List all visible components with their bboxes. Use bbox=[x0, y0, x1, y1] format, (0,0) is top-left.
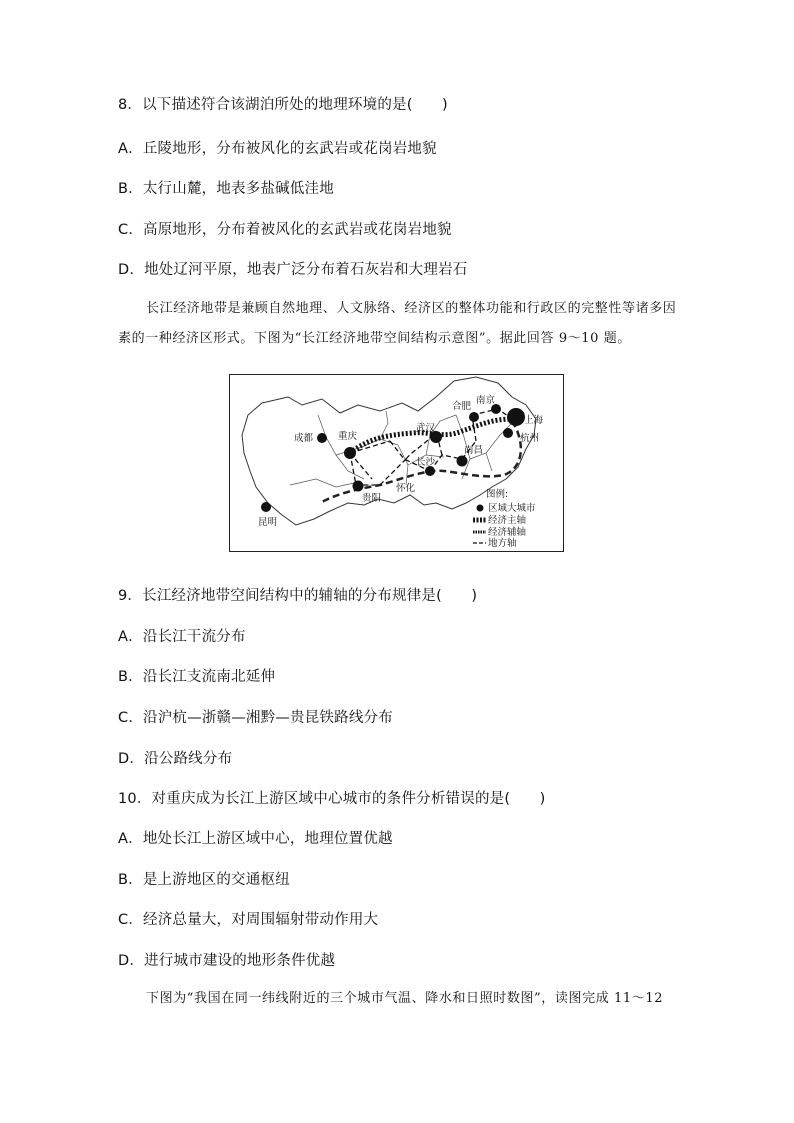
city-label-chongqing: 重庆 bbox=[338, 431, 358, 442]
q8-option-a: A．丘陵地形，分布被风化的玄武岩或花岗岩地貌 bbox=[118, 141, 437, 157]
city-dot-guiyang bbox=[353, 481, 364, 492]
q10-option-a: A．地处长江上游区域中心，地理位置优越 bbox=[118, 831, 393, 847]
legend-local-axis-label: 地方轴 bbox=[488, 538, 517, 549]
q9-option-b: B．沿长江支流南北延伸 bbox=[118, 669, 276, 685]
city-label-hangzhou: 杭州 bbox=[520, 433, 540, 444]
q8-option-c: C．高原地形，分布着被风化的玄武岩或花岗岩地貌 bbox=[118, 222, 452, 238]
legend-main-axis-label: 经济主轴 bbox=[488, 515, 527, 526]
legend-sub-axis-label: 经济辅轴 bbox=[488, 527, 527, 538]
q9-option-c: C．沿沪杭—浙赣—湘黔—贵昆铁路线分布 bbox=[118, 710, 393, 726]
legend-title: 图例: bbox=[486, 489, 509, 500]
city-dot-hangzhou bbox=[503, 428, 513, 438]
city-dot-chengdu bbox=[317, 433, 327, 443]
city-label-guiyang: 贵阳 bbox=[362, 493, 382, 504]
q8-stem: 8．以下描述符合该湖泊所处的地理环境的是( ) bbox=[118, 97, 448, 113]
city-label-shanghai: 上海 bbox=[524, 415, 544, 426]
passage-yangtze: 长江经济地带是兼顾自然地理、人文脉络、经济区的整体功能和行政区的完整性等诸多因素的一种经济区形式。下图为“长江经济地带空间结构示意图”。据此回答 9～10 题。 bbox=[118, 301, 677, 346]
q10-option-d: D．进行城市建设的地形条件优越 bbox=[118, 953, 336, 969]
q10-stem: 10．对重庆成为长江上游区域中心城市的条件分析错误的是( ) bbox=[118, 791, 546, 807]
q8-option-d: D．地处辽河平原，地表广泛分布着石灰岩和大理岩石 bbox=[118, 262, 468, 278]
passage-climate: 下图为“我国在同一纬线附近的三个城市气温、降水和日照时数图”，读图完成 11～12 bbox=[146, 991, 664, 1006]
city-label-chengdu: 成都 bbox=[294, 433, 314, 444]
legend-city-label: 区域大城市 bbox=[488, 503, 536, 514]
city-dot-kunming bbox=[261, 502, 271, 512]
city-label-huaihua: 怀化 bbox=[396, 483, 416, 494]
city-dot-shanghai bbox=[507, 408, 525, 426]
city-label-nanjing: 南京 bbox=[476, 395, 496, 406]
q10-option-b: B．是上游地区的交通枢纽 bbox=[118, 872, 290, 888]
q8-option-b: B．太行山麓，地表多盐碱低洼地 bbox=[118, 181, 334, 197]
city-label-changsha: 长沙 bbox=[416, 457, 436, 468]
city-dot-nanchang bbox=[457, 456, 468, 467]
city-label-hefei: 合肥 bbox=[452, 401, 472, 412]
q10-option-c: C．经济总量大，对周围辐射带动作用大 bbox=[118, 912, 379, 928]
city-label-kunming: 昆明 bbox=[258, 517, 278, 528]
q9-option-a: A．沿长江干流分布 bbox=[118, 629, 246, 645]
q9-stem: 9．长江经济地带空间结构中的辅轴的分布规律是( ) bbox=[118, 588, 478, 604]
city-label-nanchang: 南昌 bbox=[464, 445, 484, 456]
legend-city-symbol bbox=[477, 505, 484, 512]
q9-option-d: D．沿公路线分布 bbox=[118, 751, 233, 767]
city-dot-chongqing bbox=[344, 447, 356, 459]
city-dot-hefei bbox=[469, 412, 479, 422]
city-label-wuhan: 武汉 bbox=[416, 423, 436, 434]
yangtze-economic-belt-map bbox=[229, 374, 564, 552]
map-legend bbox=[473, 488, 536, 549]
